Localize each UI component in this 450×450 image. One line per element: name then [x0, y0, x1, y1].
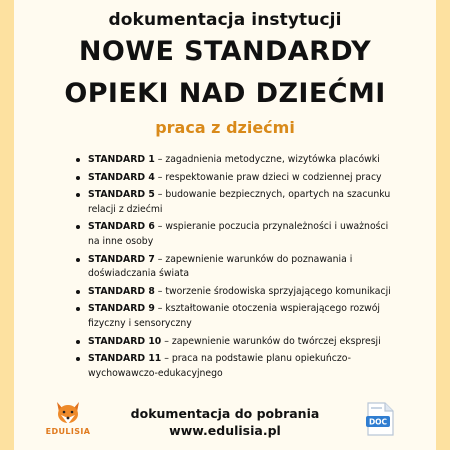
fox-icon	[53, 400, 83, 426]
logo-text: EDULISIA	[45, 427, 91, 436]
title-line-1: NOWE STANDARDY	[78, 36, 372, 67]
list-item: STANDARD 9 – kształtowanie otoczenia wspierającego rozwój fizyczny i sensoryczny	[74, 302, 404, 331]
title-line-2: OPIEKI NAD DZIEĆMI	[64, 78, 386, 109]
standards-list	[74, 153, 404, 384]
list-item: STANDARD 4 – respektowanie praw dzieci w codziennej pracy	[74, 171, 404, 186]
doc-label: DOC	[368, 417, 388, 427]
list-item: STANDARD 10 – zapewnienie warunków do twórczej ekspresji	[74, 335, 404, 350]
edulisia-logo[interactable]	[45, 400, 91, 438]
orange-subtitle: praca z dziećmi	[155, 118, 295, 137]
list-item: STANDARD 8 – tworzenie środowiska sprzyjającego komunikacji	[74, 285, 404, 300]
list-item: STANDARD 5 – budowanie bezpiecznych, opartych na szacunku relacji z dziećmi	[74, 188, 404, 217]
content-card	[14, 0, 436, 450]
list-item: STANDARD 6 – wspieranie poczucia przynależności i uważności na inne osoby	[74, 220, 404, 249]
list-item: STANDARD 11 – praca na podstawie planu opiekuńczo-wychowawczo-edukacyjnego	[74, 352, 404, 381]
top-subtitle: dokumentacja instytucji	[108, 10, 342, 30]
list-item: STANDARD 7 – zapewnienie warunków do poznawania i doświadczania świata	[74, 253, 404, 282]
list-item: STANDARD 1 – zagadnienia metodyczne, wizytówka placówki	[74, 153, 404, 168]
website-link[interactable]: www.edulisia.pl	[169, 423, 281, 438]
download-text: dokumentacja do pobrania	[130, 406, 320, 421]
doc-file-icon[interactable]	[366, 402, 394, 436]
